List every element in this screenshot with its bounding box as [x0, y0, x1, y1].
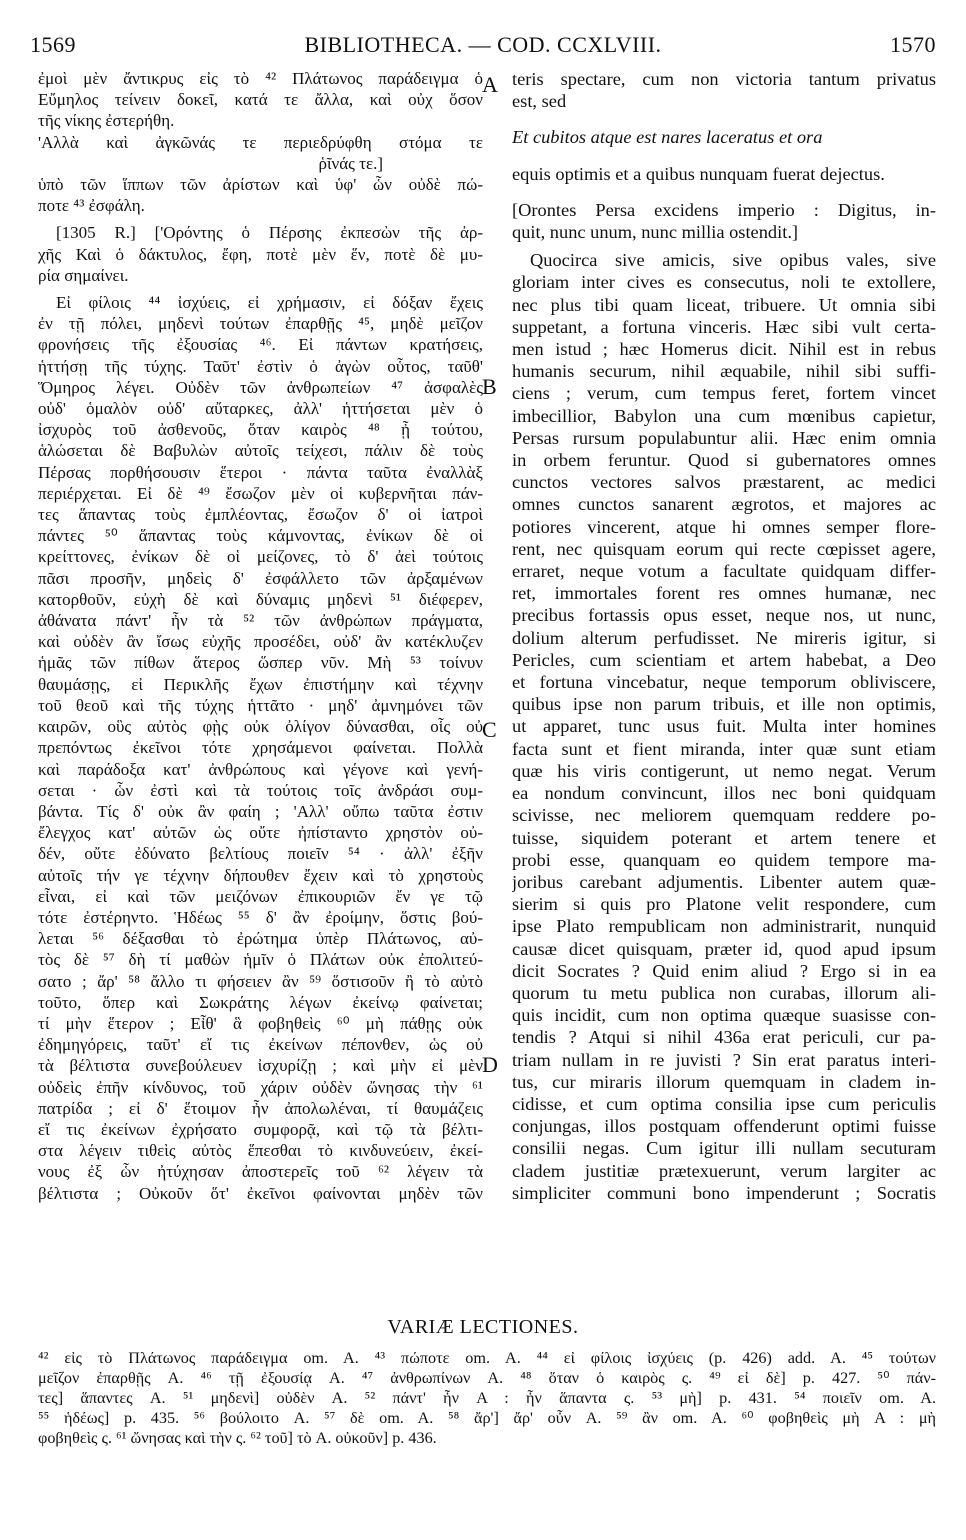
latin-line: quæ his viris contigerunt, ut nemo negat. Verum: [512, 760, 936, 781]
running-title: BIBLIOTHECA. — COD. CCXLVIII.: [304, 32, 662, 57]
greek-line: ἡμᾶς τῶν πίθων ἅτερος ὥσπερ νῦν. Μὴ ⁵³ τοίνυν: [38, 653, 483, 673]
greek-line: ῥῖνάς τε.]: [318, 153, 383, 173]
latin-line: cladem justitiæ prætexuerunt, verum largiter ac: [512, 1160, 936, 1181]
greek-line: εἴ τις ἐκείνων ἐχρήσατο συμφορᾷ, καὶ τῷ τὰ βέλτι-: [38, 1119, 483, 1139]
latin-line: ret, immortales forent res omnes humanæ, nec: [512, 583, 936, 604]
latin-line: tendis ? Atqui si nihil 436a erat periculi, cur pa-: [512, 1027, 936, 1048]
latin-line: ciens ; verum, cum tempus feret, fortem vincet: [512, 383, 936, 404]
greek-line: τὸς δὲ ⁵⁷ δὴ τί μαθὼν ἡμῖν ὁ Πλάτων οὐκ ἐπολιτεύ-: [38, 950, 483, 970]
latin-line: dicit Socrates ? Quid enim aliud ? Ergo si in ea: [512, 960, 936, 981]
greek-line: κρείττονες, ἐνίκων δὲ οἱ μείζονες, τὸ δ' ἀεὶ τούτοις: [38, 547, 483, 567]
greek-line: φρονήσεις τῆς ἐξουσίας ⁴⁶. Εἰ πάντων κρατήσεις,: [38, 335, 483, 355]
latin-line: Persas rursum populabuntur alii. Hæc enim omnia: [512, 427, 936, 448]
greek-line: πατρίδα ; εἰ δ' ἕτοιμον ἦν ἀπολωλέναι, τί θαυμάζεις: [38, 1098, 483, 1118]
greek-line: Εἰ φίλοις ⁴⁴ ἰσχύεις, εἰ χρήμασιν, εἰ δόξαν ἔχεις: [56, 293, 483, 313]
greek-line: θαυμάσῃς, εἰ Περικλῆς ἔχων ἐπιστήμην καὶ τέχνην: [38, 674, 483, 694]
latin-line: gloriam inter cives es consecutus, noli te extollere,: [512, 272, 936, 293]
greek-line: καὶ οὐδὲν ἂν ἴσως εὐχῆς προσέδει, οὐδ' ἂν κατέκλυζεν: [38, 632, 483, 652]
greek-line: ἀθάνατα πάντ' ἦν τὰ ⁵² τῶν ἀνθρώπων πράγματα,: [38, 611, 483, 631]
latin-line: consilii negas. Cum igitur illi nullam secuturam: [512, 1138, 936, 1159]
greek-line: ρία σημαίνει.: [38, 265, 129, 285]
greek-line: σατο ; ἄρ' ⁵⁸ ἄλλο τι φήσειεν ἂν ⁵⁹ ὅστισοῦν ἢ τὸ αὐτὸ: [38, 971, 483, 991]
greek-line: πρεπόντως ἐκεῖνοι τότε χρησάμενοι φαίνεται. Πολλὰ: [38, 738, 483, 758]
latin-line: dolium alterum perfudisset. Ne mireris igitur, si: [512, 627, 936, 648]
latin-line: erraret, neque votum a facultate quidquam differ-: [512, 561, 936, 582]
greek-line: λεται ⁵⁶ δέξασθαι τὸ ἐρώτημα ὑπὲρ Πλάτωνος, αὐ-: [38, 929, 483, 949]
greek-line: ἔλεγχος κατ' αὐτῶν ὡς οὔτε ἠπίσταντο χρηστὸν οὐ-: [38, 823, 483, 843]
greek-line: βάντα. Τίς δ' οὐκ ἂν φαίη ; 'Αλλ' οὔπω ταῦτα ἐστιν: [38, 801, 483, 821]
greek-line: τοῦτο, ὅπερ καὶ Σωκράτης λέγων ἐκείνῳ φαίνεται;: [38, 992, 483, 1012]
greek-line: ἁλώσεται δὲ Βαβυλὼν αὐτοῖς τείχεσι, πάλιν δὲ τοὺς: [38, 441, 483, 461]
varia-line: τες] ἅπαντες A. ⁵¹ μηδενὶ] οὐδὲν A. ⁵² πάντ' ἦν A : ἦν ἅπαντα ς. ⁵³ μὴ] p. 431. ⁵⁴ ποιεῖν om. A.: [38, 1389, 936, 1407]
latin-line: quorum tu metu publica non curabas, illorum ali-: [512, 982, 936, 1003]
greek-line: ἐμοὶ μὲν ἄντικρυς εἰς τὸ ⁴² Πλάτωνος παράδειγμα ὁ: [38, 69, 483, 88]
latin-line: imbecillior, Babylon una cum mœnibus capietur,: [512, 405, 936, 426]
greek-line: ὑπὸ τῶν ἵππων τῶν ἀρίστων καὶ ὑφ' ὧν οὐδὲ πώ-: [38, 175, 483, 195]
latin-line: probi esse, quanquam eo quidem tempore ma-: [512, 849, 936, 870]
latin-line: omnes cunctos sanarent ægrotos, et majores ac: [512, 494, 936, 515]
latin-line: Et cubitos atque est nares laceratus et ora: [512, 127, 823, 148]
greek-line: ἡττήσῃ τῆς τύχης. Ταῦτ' ἐστὶν ὁ ἀγὼν οὗτος, ταῦθ': [38, 356, 483, 376]
greek-line: περιέρχεται. Εἰ δὲ ⁴⁹ ἔσωζον μὲν οἱ κυβερνῆται πάν-: [38, 483, 483, 503]
greek-line: νους ἐξ ὧν ἠτύχησαν ἀποστερεῖς τοῦ ⁶² λέγειν τὰ: [38, 1162, 483, 1182]
latin-line: causæ dicet quisquam, præter id, quod apud ipsum: [512, 938, 936, 959]
latin-line: quit, nunc unum, nunc millia ostendit.]: [512, 222, 799, 243]
greek-column: [38, 68, 483, 1204]
latin-line: conjungas, illos postquam offenderunt optimi fuisse: [512, 1116, 936, 1137]
greek-line: τοῦ θεοῦ καὶ τῆς τύχης ἡττᾶτο · μηδ' ἀμνημόνει τῶν: [38, 695, 483, 715]
greek-line: [1305 R.] ['Ορόντης ὁ Πέρσης ἐκπεσὼν τῆς ἀρ-: [56, 223, 483, 243]
latin-line: et fortuna vincebatur, neque temporum obliviscere,: [512, 672, 936, 693]
greek-line: οὐδεὶς ἐπῆν κίνδυνος, τοῦ χάριν οὐδὲν ὤνησας τὴν ⁶¹: [38, 1077, 483, 1097]
variae-lectiones: [38, 1348, 936, 1448]
latin-line: ea nondum convincunt, illos nec boni quidquam: [512, 783, 936, 804]
greek-line: τῆς νίκης ἐστερήθη.: [38, 111, 175, 131]
greek-line: ἐδημηγόρεις, ταῦτ' εἴ τις ἐκείνων πέπονθεν, ὡς οὐ: [38, 1035, 483, 1055]
greek-line: σεται · ὧν ἐστὶ καὶ τὰ τούτοις τοῖς ἀνδράσι συμ-: [38, 780, 483, 800]
greek-line: τότε ἐστέρηντο. Ἡδέως ⁵⁵ δ' ἂν ἐροίμην, ὅστις βού-: [38, 907, 483, 927]
greek-line: χῆς Καὶ ὁ δάκτυλος, ἔφη, ποτὲ μὲν ἕν, ποτὲ δὲ μυ-: [38, 244, 483, 264]
latin-line: sierim si quis pro Platone velit respondere, cum: [512, 894, 936, 915]
variae-lectiones-heading: VARIÆ LECTIONES.: [387, 1316, 579, 1338]
latin-line: est, sed: [512, 91, 567, 112]
margin-marker-b: B: [482, 374, 497, 399]
latin-line: quibus ipse non parum tribuis, et ille non optimis,: [512, 694, 936, 715]
latin-line: triam nullam in re juvisti ? Sin erat paratus interi-: [512, 1049, 936, 1070]
latin-line: cidisse, et cum optima consilia ipse cum periculis: [512, 1093, 936, 1114]
page-number-right: 1570: [890, 32, 936, 57]
page-number-left: 1569: [30, 32, 76, 57]
greek-line: Εὔμηλος τείνειν δοκεῖ, κατά τε ἄλλα, καὶ οὐχ ὅσον: [38, 90, 483, 110]
varia-line: ⁵⁵ ἡδέως] p. 435. ⁵⁶ βούλοιτο A. ⁵⁷ δὲ om. A. ⁵⁸ ἄρ'] ἄρ' οὖν A. ⁵⁹ ἂν om. A. ⁶⁰ φοβηθεὶς μὴ A : μὴ: [38, 1409, 936, 1427]
greek-line: τὰ βέλτιστα συνεβούλευεν ἰσχυρίζῃ ; καὶ μὴν εἰ μὲν: [38, 1056, 483, 1076]
latin-line: tuisse, siquidem poterant et artem tenere et: [512, 827, 936, 848]
greek-line: Ὅμηρος λέγει. Οὐδὲν τῶν ἀνθρωπείων ⁴⁷ ἀσφαλὲς: [38, 377, 483, 397]
varia-line: μεῖζον ἐπαρθῇς A. ⁴⁶ τῇ ἐξουσίᾳ A. ⁴⁷ ἀνθρωπίνων A. ⁴⁸ ὅταν ὁ καιρὸς ς. ⁴⁹ εἰ δὲ] p. 427. ⁵⁰ πάν-: [38, 1369, 936, 1387]
latin-line: humanis securum, nihil æquabile, nihil sibi suffi-: [512, 361, 936, 382]
latin-line: facta sunt et fient miranda, inter quæ sunt etiam: [512, 738, 936, 759]
latin-line: joribus carebant adjumentis. Libenter autem quæ-: [512, 871, 936, 892]
greek-line: πᾶσι προσῆν, μηδεὶς δ' ἐσφάλλετο τῶν ἀρξαμένων: [38, 568, 483, 588]
latin-line: suppetant, a fortuna vinceris. Hæc sibi vult certa-: [512, 316, 936, 337]
latin-line: ut apparet, tunc usus fuit. Multa inter homines: [512, 716, 936, 737]
greek-line: καιρῶν, οὓς αὐτὸς φῂς οὐκ ὀλίγον δύνασθαι, οἷς οὐ: [38, 717, 483, 737]
varia-line: ⁴² εἰς τὸ Πλάτωνος παράδειγμα om. A. ⁴³ πώποτε om. A. ⁴⁴ εἰ φίλοις ἰσχύεις (p. 426) add. A. ⁴⁵ τούτων: [38, 1349, 936, 1367]
latin-line: equis optimis et a quibus nunquam fuerat dejectus.: [512, 163, 885, 184]
greek-line: βέλτιστα ; Οὐκοῦν ὅτ' ἐκεῖνοι φαίνονται μηδὲν τῶν: [38, 1183, 483, 1203]
latin-line: potiores vincerent, atque hi omnes semper flore-: [512, 516, 936, 537]
greek-line: ἐν τῇ πόλει, μηδενὶ τούτων ἐπαρθῇς ⁴⁵, μηδὲ μεῖζον: [38, 314, 483, 334]
latin-line: tus, cur miraris illorum quemquam in cladem in-: [512, 1071, 936, 1092]
greek-line: Πέρσας πορθήσουσιν ἕτεροι · πάντα ταῦτα ἐναλλὰξ: [38, 462, 483, 482]
margin-marker-c: C: [482, 717, 497, 742]
greek-line: δέν, οὔτε ἐδύνατο βελτίους ποιεῖν ⁵⁴ · ἀλλ' ἐξῆν: [38, 844, 483, 864]
greek-line: εἶναι, εἰ καὶ τῶν μειζόνων ἐπικουριῶν ἔν γε τῷ: [38, 886, 483, 906]
greek-line: 'Αλλὰ καὶ ἀγκῶνάς τε περιεδρύφθη στόμα τε: [38, 132, 483, 152]
latin-line: men istud ; hæc Homerus dicit. Nihil est in rebus: [512, 339, 936, 360]
latin-line: scivisse, nec meliorem quemquam reddere po-: [512, 805, 936, 826]
greek-line: καὶ παράδοξα κατ' ἀνθρώπους καὶ γέγονε καὶ γενή-: [38, 759, 483, 779]
latin-line: ipse Plato rempublicam non administrarit, nunquid: [512, 916, 936, 937]
latin-line: rent, nec quisquam eorum qui recte cœpisset agere,: [512, 538, 936, 559]
latin-line: simpliciter communi bono impenderunt ; Socratis: [512, 1182, 936, 1203]
latin-line: quis incidit, cum non optima quæque suasisse con-: [512, 1005, 936, 1026]
greek-line: τί μὴν ἕτερον ; Εἶθ' ἃ φοβηθεὶς ⁶⁰ μὴ πάθῃς οὐκ: [38, 1013, 483, 1033]
greek-line: στα λέγειν τιθεὶς αὐτὸς ἕπεσθαι τὸ κινδυνεύειν, ἐκεί-: [38, 1141, 483, 1161]
latin-line: Quocirca sive amicis, sive opibus vales, sive: [530, 250, 936, 271]
latin-line: teris spectare, cum non victoria tantum privatus: [512, 69, 936, 89]
greek-line: ἰσχυρὸς τοῦ ἀσθενοῦς, ὅταν καιρὸς ⁴⁸ ᾖ τούτου,: [38, 420, 483, 440]
latin-line: precibus fortassis opus esset, neque nos, ut nunc,: [512, 605, 936, 626]
latin-line: in orbem feruntur. Quod si gubernatores omnes: [512, 450, 936, 471]
margin-marker-d: D: [482, 1052, 498, 1077]
latin-line: Pericles, cum scientiam et artem habebat, a Deo: [512, 649, 936, 670]
greek-line: τες ἅπαντας τοὺς ἐμπλέοντας, ἔσωζον δ' οἱ ἰατροὶ: [38, 505, 483, 525]
latin-line: nec plus tibi quam liceat, tribuere. Ut omnia sibi: [512, 294, 936, 315]
varia-line: φοβηθεὶς ς. ⁶¹ ὤνησας καὶ τὴν ς. ⁶² τοῦ] τὸ A. οὐκοῦν] p. 436.: [38, 1429, 437, 1447]
greek-line: οὐδ' ὁμαλὸν οὐδ' αὔταρκες, ἀλλ' ἡττήσεται μὲν ὁ: [38, 399, 483, 419]
latin-line: [Orontes Persa excidens imperio : Digitus, in-: [512, 199, 936, 220]
greek-line: πάντες ⁵⁰ ἅπαντας τοὺς κάμνοντας, ἐνίκων δὲ οἱ: [38, 526, 483, 546]
greek-line: αὐτοῖς τήν γε τέχνην δήπουθεν ἔχειν καὶ τὸ χρηστοὺς: [38, 865, 483, 885]
latin-column: [512, 68, 936, 1204]
greek-line: κατορθοῦν, εὐχὴ δὲ καὶ δύναμις μηδενὶ ⁵¹ διέφερεν,: [38, 589, 483, 609]
greek-line: ποτε ⁴³ ἐσφάλη.: [38, 196, 145, 216]
latin-line: cunctos vectores salvos præstarent, ac medici: [512, 472, 936, 493]
page-header: [30, 32, 936, 62]
margin-marker-a: A: [482, 72, 498, 97]
